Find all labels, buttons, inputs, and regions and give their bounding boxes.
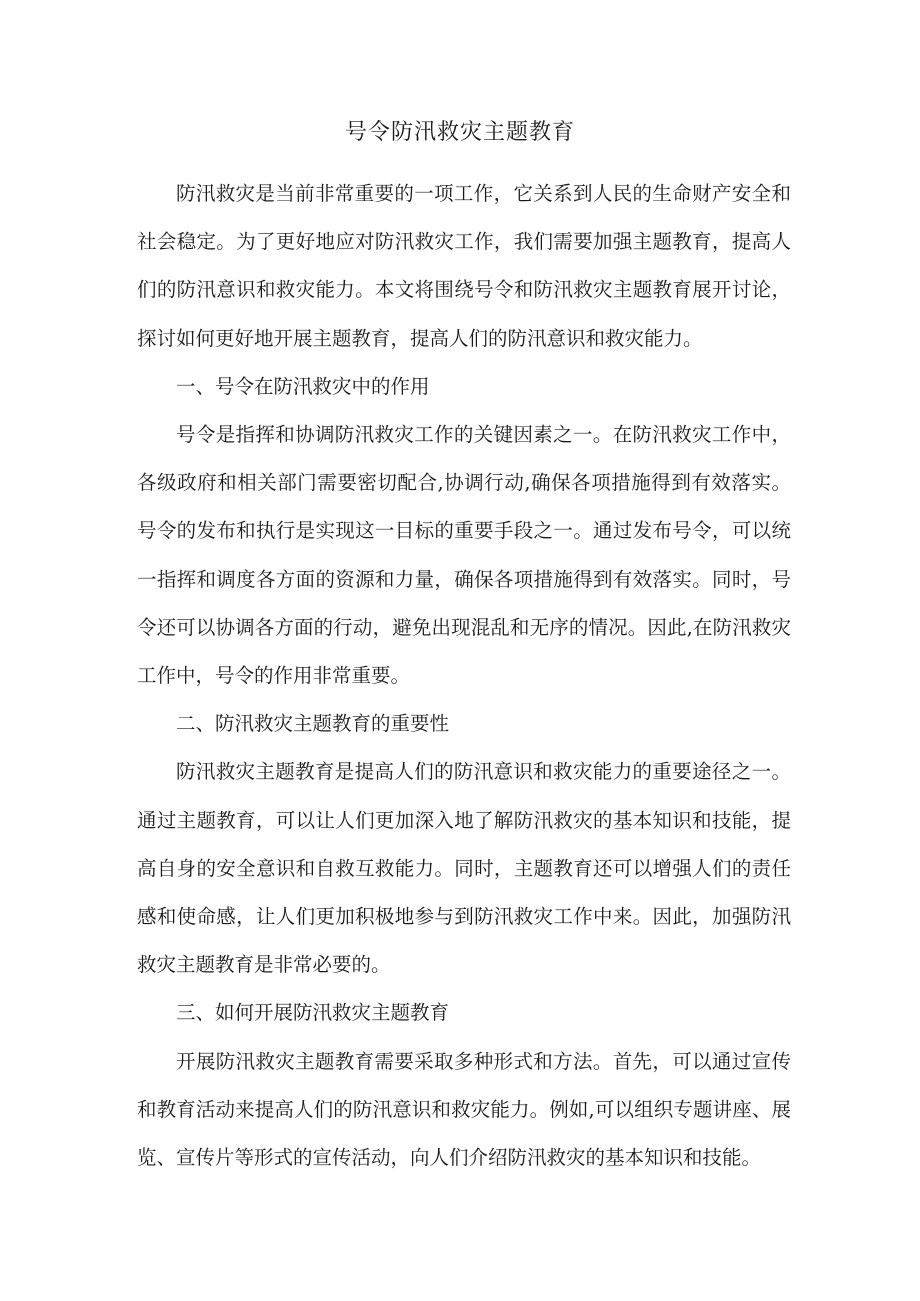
intro-paragraph: 防汛救灾是当前非常重要的一项工作，它关系到人民的生命财产安全和社会稳定。为了更好地应对防汛救灾工作，我们需要加强主题教育，提高人们的防汛意识和救灾能力。本文将围绕号令和防汛救灾主题教育展开讨论，探讨如何更好地开展主题教育，提高人们的防汛意识和救灾能力。	[137, 182, 791, 350]
section-heading-1: 一、号令在防汛救灾中的作用	[176, 374, 430, 398]
section-1-paragraph: 号令是指挥和协调防汛救灾工作的关键因素之一。在防汛救灾工作中，各级政府和相关部门需要密切配合,协调行动,确保各项措施得到有效落实。号令的发布和执行是实现这一目标的重要手段之一。通过发布号令，可以统一指挥和调度各方面的资源和力量，确保各项措施得到有效落实。同时，号令还可以协调各方面的行动，避免出现混乱和无序的情况。因此,在防汛救灾工作中，号令的作用非常重要。	[137, 423, 791, 688]
document-body	[137, 170, 791, 1182]
section-heading-3: 三、如何开展防汛救灾主题教育	[176, 1001, 450, 1025]
section-heading-2: 二、防汛救灾主题教育的重要性	[176, 712, 450, 736]
document-title: 号令防汛救灾主题教育	[344, 120, 575, 145]
section-2-paragraph: 防汛救灾主题教育是提高人们的防汛意识和救灾能力的重要途径之一。通过主题教育，可以让人们更加深入地了解防汛救灾的基本知识和技能，提高自身的安全意识和自救互救能力。同时，主题教育还可以增强人们的责任感和使命感，让人们更加积极地参与到防汛救灾工作中来。因此，加强防汛救灾主题教育是非常必要的。	[137, 760, 791, 977]
section-3-paragraph: 开展防汛救灾主题教育需要采取多种形式和方法。首先，可以通过宣传和教育活动来提高人们的防汛意识和救灾能力。例如,可以组织专题讲座、展览、宣传片等形式的宣传活动，向人们介绍防汛救灾的基本知识和技能。	[137, 1049, 791, 1170]
